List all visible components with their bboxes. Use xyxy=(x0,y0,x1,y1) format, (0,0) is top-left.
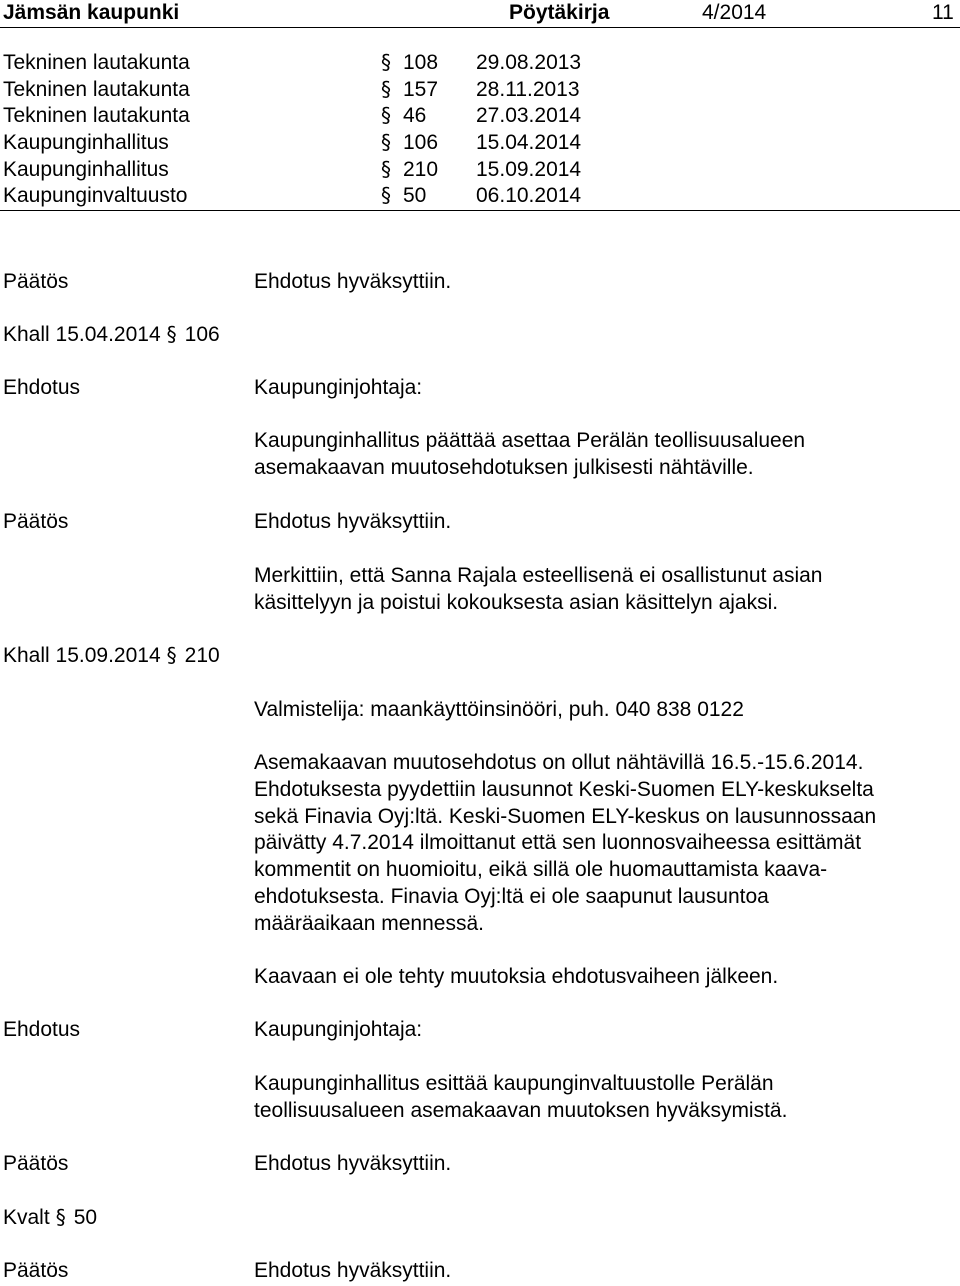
ehdotus-line: Kaupunginhallitus päättää asettaa Perälän teollisuusalueen xyxy=(254,429,806,452)
history-row xyxy=(0,182,960,209)
history-organ: Tekninen lautakunta xyxy=(3,104,190,127)
heading-number: 50 xyxy=(73,1206,98,1229)
history-row xyxy=(0,156,960,183)
history-number: 157 xyxy=(403,78,439,101)
heading-prefix: Kvalt xyxy=(3,1206,50,1229)
ehdotus-line: asemakaavan muutosehdotuksen julkisesti nähtäville. xyxy=(254,456,754,479)
history-organ: Kaupunginvaltuusto xyxy=(3,184,188,207)
paatos-text: Ehdotus hyväksyttiin. xyxy=(254,270,452,293)
history-row xyxy=(0,102,960,129)
history-row xyxy=(0,49,960,76)
ehdotus-line: teollisuusalueen asemakaavan muutoksen hyväksymistä. xyxy=(254,1099,788,1122)
heading-prefix: Khall 15.09.2014 xyxy=(3,644,161,667)
history-number: 50 xyxy=(403,184,427,207)
paatos-label: Päätös xyxy=(3,1152,69,1175)
note-line: Merkittiin, että Sanna Rajala esteellisenä ei osallistunut asian xyxy=(254,564,823,587)
ehdotus-line: Kaupunginhallitus esittää kaupunginvaltuustolle Perälän xyxy=(254,1072,774,1095)
paragraph-line: ehdotuksesta. Finavia Oyj:ltä ei ole saapunut lausuntoa xyxy=(254,885,769,908)
ehdotus-label: Ehdotus xyxy=(3,376,81,399)
ehdotus-label: Ehdotus xyxy=(3,1018,81,1041)
heading-number: 210 xyxy=(184,644,220,667)
history-organ: Kaupunginhallitus xyxy=(3,158,169,181)
section-icon: § xyxy=(381,50,391,74)
header-doc-type: Pöytäkirja xyxy=(509,1,610,24)
paatos-text: Ehdotus hyväksyttiin. xyxy=(254,1259,452,1282)
paatos-label: Päätös xyxy=(3,510,69,533)
section-icon: § xyxy=(55,1205,66,1229)
history-organ: Tekninen lautakunta xyxy=(3,51,190,74)
header-issue: 4/2014 xyxy=(702,1,767,24)
history-number: 46 xyxy=(403,104,427,127)
section-icon: § xyxy=(166,322,177,346)
section-icon: § xyxy=(166,643,177,667)
section-icon: § xyxy=(381,77,391,101)
paragraph-line: päivätty 4.7.2014 ilmoittanut että sen luonnosvaiheessa esittämät xyxy=(254,831,862,854)
section-icon: § xyxy=(381,103,391,127)
header-page-number: 11 xyxy=(932,1,954,24)
ehdotus-author: Kaupunginjohtaja: xyxy=(254,1018,423,1041)
header-city: Jämsän kaupunki xyxy=(3,1,180,24)
section-icon: § xyxy=(381,183,391,207)
section-heading-khall-106 xyxy=(3,321,220,348)
history-organ: Tekninen lautakunta xyxy=(3,78,190,101)
paragraph-line: kommentit on huomioitu, eikä sillä ole huomauttamista kaava- xyxy=(254,858,828,881)
history-row xyxy=(0,76,960,103)
paragraph-line: määräaikaan mennessä. xyxy=(254,912,484,935)
history-number: 108 xyxy=(403,51,439,74)
paragraph-line: sekä Finavia Oyj:ltä. Keski-Suomen ELY-keskus on lausunnossaan xyxy=(254,805,877,828)
history-date: 15.04.2014 xyxy=(476,131,582,154)
history-row xyxy=(0,129,960,156)
valmistelija-line: Valmistelija: maankäyttöinsinööri, puh. 040 838 0122 xyxy=(254,698,744,721)
heading-prefix: Khall 15.04.2014 xyxy=(3,323,161,346)
paragraph-line: Ehdotuksesta pyydettiin lausunnot Keski-Suomen ELY-keskukselta xyxy=(254,778,874,801)
section-icon: § xyxy=(381,130,391,154)
history-date: 27.03.2014 xyxy=(476,104,582,127)
section-icon: § xyxy=(381,157,391,181)
paatos-text: Ehdotus hyväksyttiin. xyxy=(254,510,452,533)
paatos-label: Päätös xyxy=(3,270,69,293)
history-number: 106 xyxy=(403,131,439,154)
section-heading-khall-210 xyxy=(3,642,220,669)
paragraph-line: Asemakaavan muutosehdotus on ollut nähtävillä 16.5.-15.6.2014. xyxy=(254,751,864,774)
history-date: 29.08.2013 xyxy=(476,51,582,74)
history-number: 210 xyxy=(403,158,439,181)
history-date: 15.09.2014 xyxy=(476,158,582,181)
history-organ: Kaupunginhallitus xyxy=(3,131,169,154)
paatos-label: Päätös xyxy=(3,1259,69,1282)
heading-number: 106 xyxy=(184,323,220,346)
history-date: 06.10.2014 xyxy=(476,184,582,207)
ehdotus-author: Kaupunginjohtaja: xyxy=(254,376,423,399)
paatos-text: Ehdotus hyväksyttiin. xyxy=(254,1152,452,1175)
history-date: 28.11.2013 xyxy=(476,78,580,101)
note-line: käsittelyyn ja poistui kokouksesta asian käsittelyn ajaksi. xyxy=(254,591,779,614)
section-heading-kvalt-50 xyxy=(3,1204,97,1231)
header-rule xyxy=(0,27,960,28)
history-rule xyxy=(0,210,960,211)
paragraph-line: Kaavaan ei ole tehty muutoksia ehdotusvaiheen jälkeen. xyxy=(254,965,779,988)
